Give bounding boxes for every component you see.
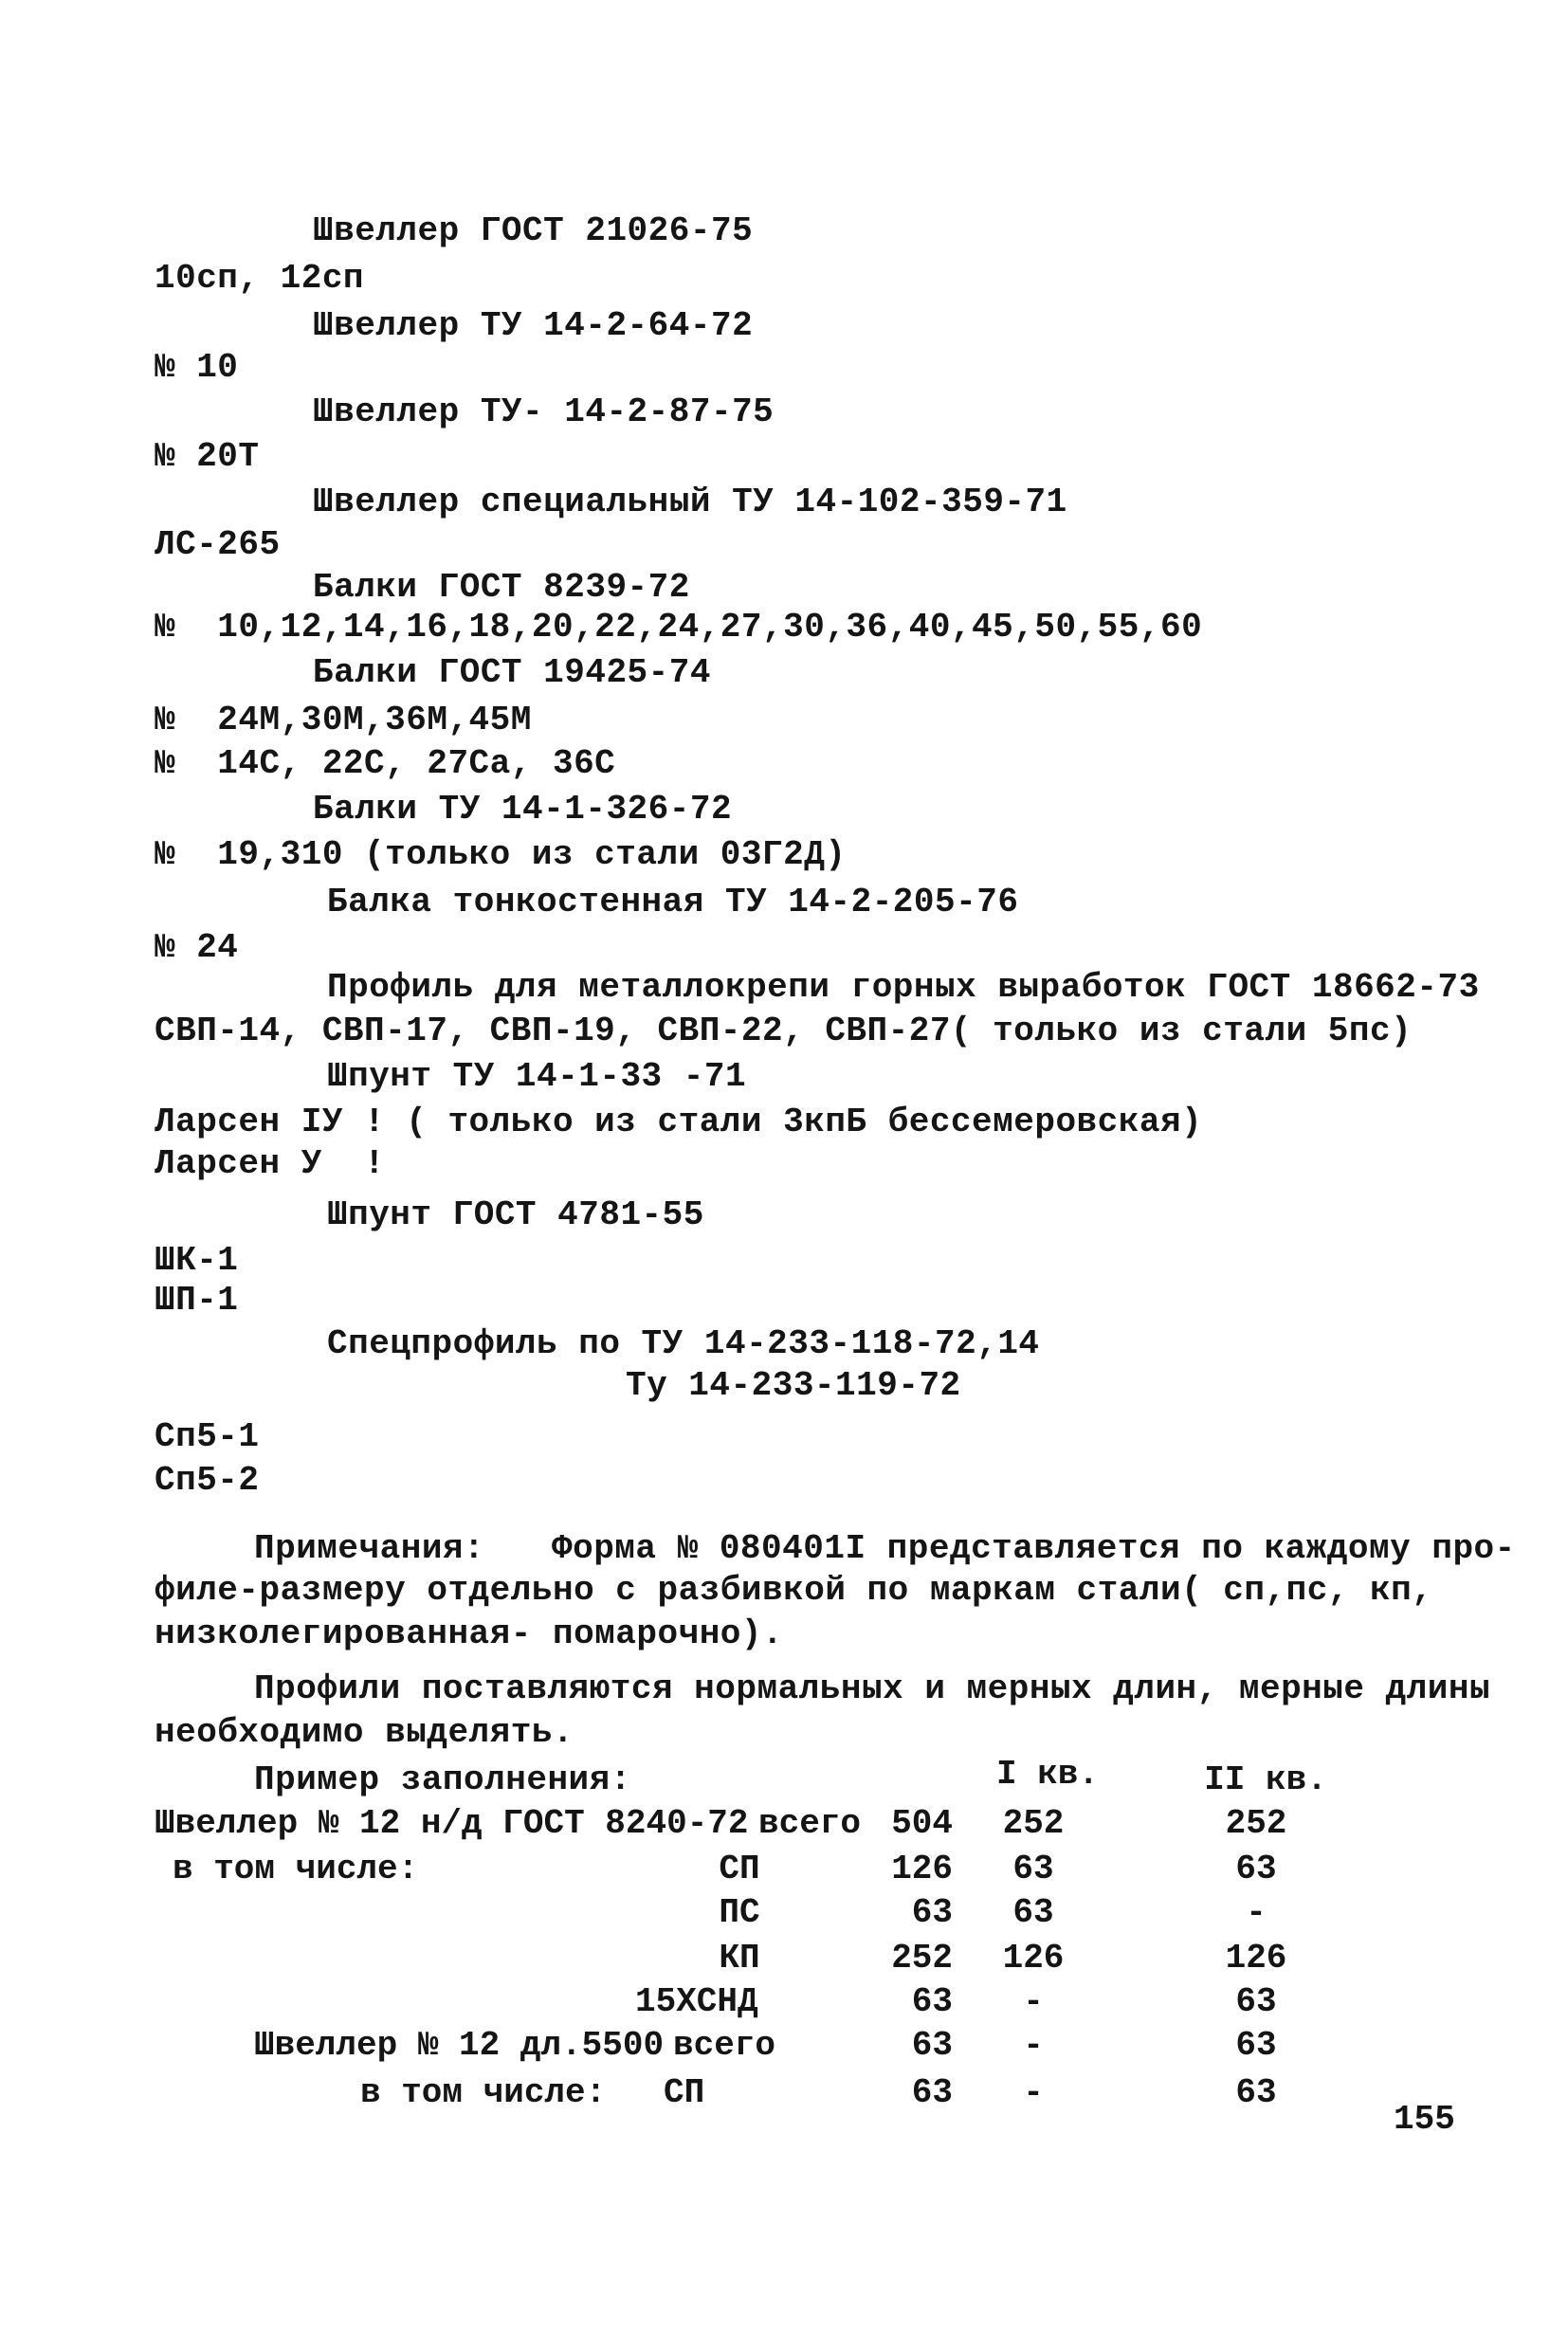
table-cell-grade: ПС: [719, 1893, 760, 1932]
list-item: ШП-1: [155, 1281, 239, 1320]
heading-channel-special: Швеллер специальный ТУ 14-102-359-71: [313, 483, 1067, 521]
heading-beams-gost-8239: Балки ГОСТ 8239-72: [313, 568, 690, 607]
notes-text: филе-размеру отдельно с разбивкой по маркам стали( сп,пс, кп,: [155, 1571, 1433, 1610]
heading-thin-wall-beam: Балка тонкостенная ТУ 14-2-205-76: [327, 883, 1019, 921]
list-item: № 20Т: [155, 437, 260, 476]
heading-channel-gost-21026: Швеллер ГОСТ 21026-75: [313, 211, 754, 250]
list-item: СВП-14, СВП-17, СВП-19, СВП-22, СВП-27( только из стали 5пс): [155, 1012, 1413, 1050]
table-cell-grade: всего: [673, 2026, 776, 2065]
table-cell-q2: 63: [1235, 2073, 1277, 2112]
table-cell-total: 63: [911, 2026, 953, 2065]
list-item: ШК-1: [155, 1241, 239, 1280]
heading-special-profile: Спецпрофиль по ТУ 14-233-118-72,14: [327, 1324, 1040, 1363]
table-cell-q1: -: [1023, 2073, 1044, 2112]
table-cell-grade: СП: [719, 1850, 760, 1888]
heading-mine-support-profile: Профиль для металлокрепи горных выработок ГОСТ 18662-73: [327, 968, 1480, 1007]
table-row-label: Швеллер № 12 дл.5500: [254, 2026, 665, 2065]
heading-beams-gost-19425: Балки ГОСТ 19425-74: [313, 653, 711, 692]
table-row-label: в том числе:: [173, 1850, 419, 1888]
table-cell-grade: СП: [664, 2073, 705, 2112]
heading-sheet-pile-gost: Шпунт ГОСТ 4781-55: [327, 1195, 704, 1234]
table-cell-q1: 252: [1002, 1804, 1065, 1843]
heading-sheet-pile-tu: Шпунт ТУ 14-1-33 -71: [327, 1057, 747, 1096]
table-cell-total: 126: [891, 1850, 953, 1888]
notes-text: низколегированная- помарочно).: [155, 1614, 784, 1653]
list-item: № 10: [155, 348, 239, 387]
table-cell-grade: КП: [719, 1939, 760, 1978]
heading-beams-tu-14-1-326: Балки ТУ 14-1-326-72: [313, 790, 733, 829]
column-header-q1: I кв.: [995, 1755, 1100, 1794]
table-cell-grade: всего: [758, 1804, 862, 1843]
list-item: № 14С, 22С, 27Са, 36С: [155, 744, 616, 783]
table-cell-q2: -: [1246, 1893, 1267, 1932]
table-row-label: в том числе:: [360, 2073, 607, 2112]
notes-label: Примечания:: [254, 1529, 485, 1568]
table-cell-total: 63: [911, 1982, 953, 2021]
column-header-q2: II кв.: [1204, 1760, 1327, 1799]
table-cell-q1: 63: [1012, 1893, 1054, 1932]
table-cell-total: 63: [911, 1893, 953, 1932]
notes-text: Форма № 080401I представляется по каждому про-: [552, 1529, 1516, 1568]
example-title: Пример заполнения:: [254, 1760, 631, 1799]
table-cell-q2: 63: [1235, 2026, 1277, 2065]
list-item: Сп5-1: [155, 1417, 260, 1456]
table-cell-q2: 63: [1235, 1850, 1277, 1888]
table-cell-q1: 63: [1012, 1850, 1054, 1888]
list-item: № 24: [155, 928, 239, 967]
list-item: № 24М,30М,36М,45М: [155, 701, 532, 739]
table-cell-total: 63: [911, 2073, 953, 2112]
list-item: ЛС-265: [155, 525, 281, 564]
table-cell-q1: -: [1023, 1982, 1044, 2021]
table-cell-grade: 15ХСНД: [635, 1982, 758, 2021]
heading-channel-tu-14-2-64: Швеллер ТУ 14-2-64-72: [313, 306, 754, 345]
table-cell-q2: 126: [1225, 1939, 1287, 1978]
list-item: № 19,310 (только из стали 03Г2Д): [155, 835, 847, 874]
notes-text: Профили поставляются нормальных и мерных длин, мерные длины: [254, 1669, 1491, 1708]
list-item: Ларсен У !: [155, 1144, 386, 1183]
notes-text: необходимо выделять.: [155, 1713, 574, 1752]
list-item: 10сп, 12сп: [155, 259, 365, 298]
table-cell-q1: 126: [1002, 1939, 1065, 1978]
list-item: № 10,12,14,16,18,20,22,24,27,30,36,40,45,50,55,60: [155, 608, 1203, 647]
page-number: 155: [1394, 2100, 1455, 2139]
heading-special-profile-2: Ту 14-233-119-72: [626, 1366, 961, 1405]
table-cell-q2: 252: [1225, 1804, 1287, 1843]
table-cell-total: 504: [891, 1804, 953, 1843]
list-item: Сп5-2: [155, 1461, 260, 1500]
table-row-label: Швеллер № 12 н/д ГОСТ 8240-72: [155, 1804, 749, 1843]
table-cell-total: 252: [891, 1939, 953, 1978]
table-cell-q2: 63: [1235, 1982, 1277, 2021]
table-cell-q1: -: [1023, 2026, 1044, 2065]
heading-channel-tu-14-2-87: Швеллер ТУ- 14-2-87-75: [313, 392, 775, 431]
list-item: Ларсен IУ ! ( только из стали 3кпБ бессемеровская): [155, 1103, 1203, 1141]
